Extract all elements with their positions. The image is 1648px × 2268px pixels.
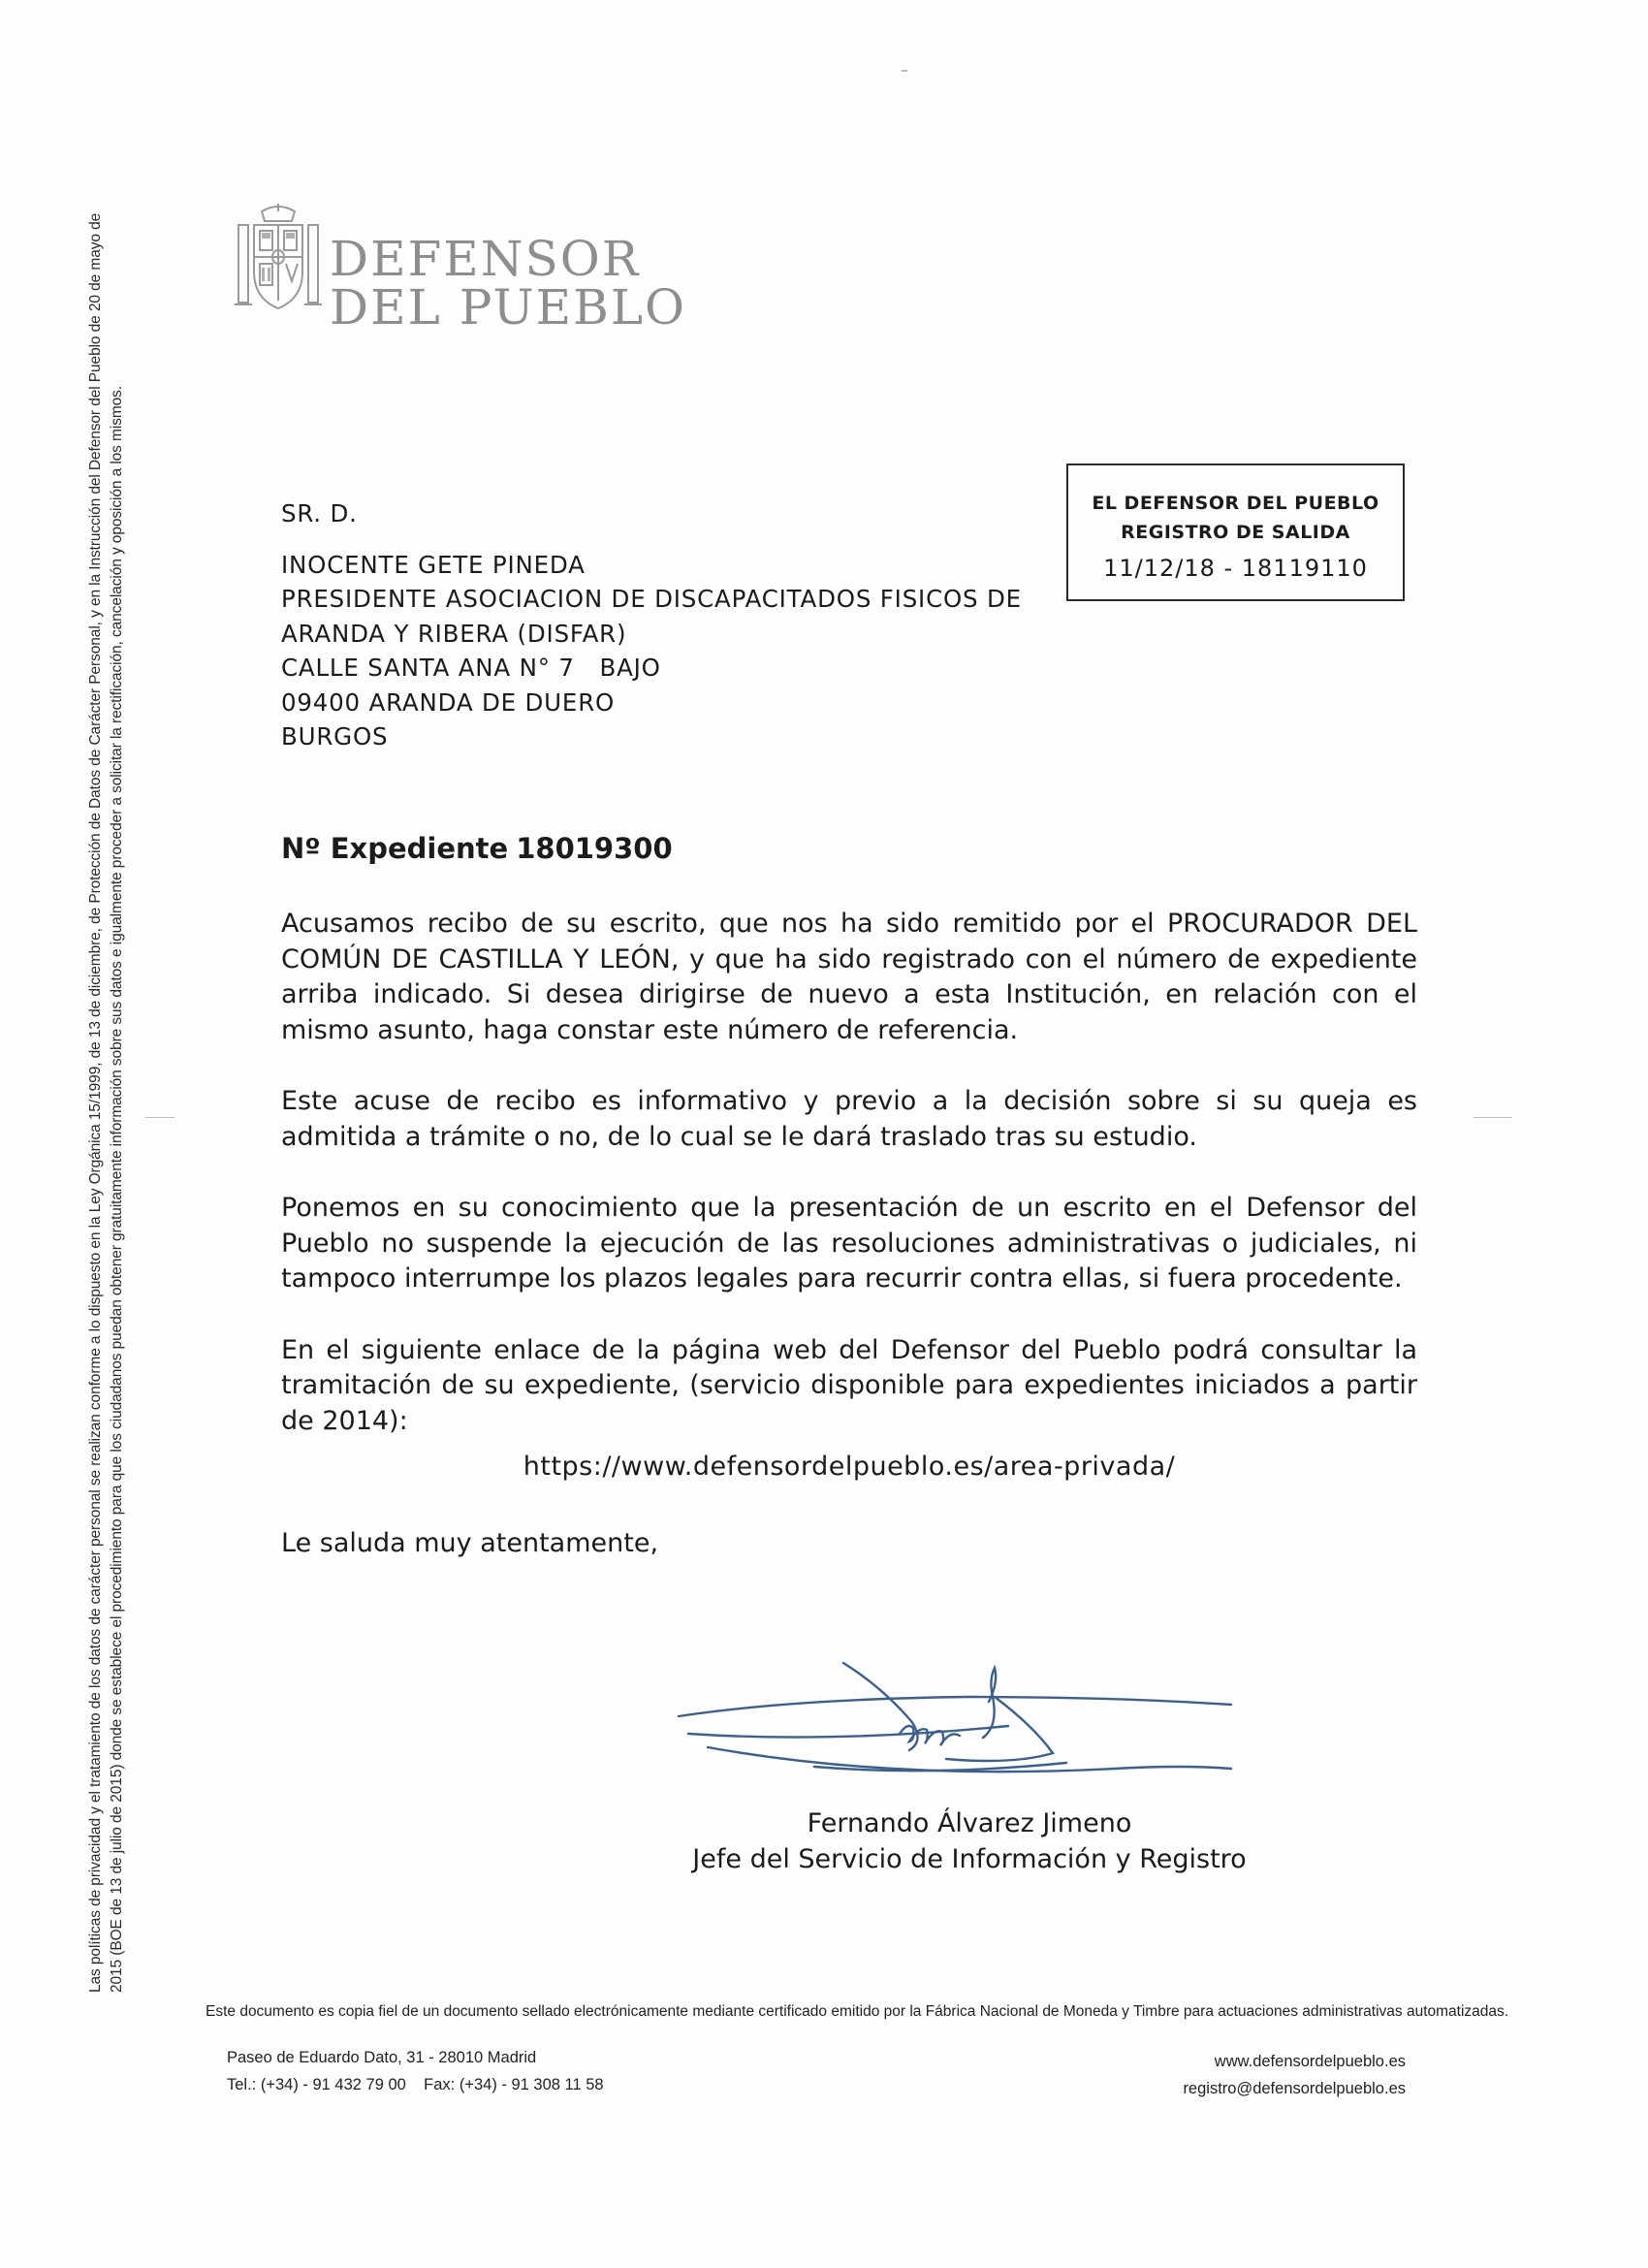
footer-address: Paseo de Eduardo Dato, 31 - 28010 Madrid [227,2049,537,2066]
address-line: INOCENTE GETE PINEDA [281,550,586,579]
signer-title: Jefe del Servicio de Información y Registro [692,1844,1247,1874]
footer-web [1183,2048,1406,2102]
logo-line-1: DEFENSOR [330,231,641,287]
letter-body [281,907,1417,1561]
footer-email[interactable]: registro@defensordelpueblo.es [1183,2080,1406,2097]
recipient-address [281,496,1022,754]
coat-of-arms-icon [233,204,325,315]
closing-line: Le saluda muy atentamente, [281,1527,659,1558]
address-line: CALLE SANTA ANA N° 7 BAJO [281,654,661,682]
signer-name: Fernando Álvarez Jimeno [807,1808,1132,1838]
logo-line-2 [330,279,686,335]
certification-note: Este documento es copia fiel de un documento sellado electrónicamente mediante certificado emitido por la Fábrica Nacional de Moneda y Timbre para actuaciones administrativas automatizadas. [206,2003,1509,2020]
address-line: PRESIDENTE ASOCIACION DE DISCAPACITADOS FISICOS DE [281,585,1022,613]
signer-block [679,1805,1260,1877]
private-area-link[interactable]: https://www.defensordelpueblo.es/area-privada/ [523,1452,1176,1482]
registry-stamp [1066,463,1405,601]
address-line: 09400 ARANDA DE DUERO [281,687,616,717]
stamp-title: EL DEFENSOR DEL PUEBLO [1092,493,1379,514]
case-reference [281,832,673,865]
institution-logo [233,204,687,335]
case-label: Nº Expediente [281,832,509,865]
stamp-entry: 11/12/18 - 18119110 [1103,555,1368,582]
scan-speck [1474,1117,1512,1118]
scan-speck [902,70,907,72]
salutation: SR. D. [281,499,358,527]
footer-phones: Tel.: (+34) - 91 432 79 00 Fax: (+34) - 91 308 11 58 [227,2076,604,2093]
logo-line-2-prefix: DEL [330,279,460,335]
body-paragraph-1: Acusamos recibo de su escrito, que nos ha sido remitido por el PROCURADOR DEL COMÚN DE CASTILLA Y LEÓN, y que ha sido registrado con el número de expediente arriba indicado. Si desea dirigirse de nuevo a esta Institución, en relación con el mismo asunto, haga constar este número de referencia. [281,909,1417,1045]
privacy-side-note [85,212,128,1993]
body-paragraph-2: Este acuse de recibo es informativo y previo a la decisión sobre si su queja es admitida a trámite o no, de lo cual se le dará traslado tras su estudio. [281,1086,1417,1152]
body-paragraph-3: Ponemos en su conocimiento que la presentación de un escrito en el Defensor del Pueblo no suspende la ejecución de las resoluciones administrativas o judiciales, ni tampoco interrumpe los plazos legales para recurrir contra ellas, si fuera procedente. [281,1193,1417,1294]
privacy-note-line-2: 2015 (BOE de 13 de julio de 2015) donde se establece el procedimiento para que los ciudadanos puedan obtener gratuitamente información sobre sus datos e igualmente proceder a solicitar la rectificación, cancelación y oposición a los mismos. [109,385,125,1993]
address-line: BURGOS [281,722,389,751]
privacy-note-line-1: Las políticas de privacidad y el tratamiento de los datos de carácter personal se realizan conforme a lo dispuesto en la Ley Orgánica 15/1999, de 13 de diciembre, de Protección de Datos de Carácter Personal, y en la Instrucción del Defensor del Pueblo de 20 de mayo de [87,212,104,1993]
scan-speck [145,1117,174,1118]
stamp-subtitle: REGISTRO DE SALIDA [1121,522,1350,543]
address-line: ARANDA Y RIBERA (DISFAR) [281,619,627,648]
case-number: 18019300 [516,832,673,865]
handwritten-signature [669,1658,1241,1813]
logo-line-2-word: PUEBLO [459,279,687,335]
body-paragraph-4: En el siguiente enlace de la página web del Defensor del Pueblo podrá consultar la tramitación de su expediente, (servicio disponible para expedientes iniciados a partir de 2014): [281,1334,1417,1436]
footer-contact [227,2044,604,2098]
footer-website[interactable]: www.defensordelpueblo.es [1214,2053,1406,2070]
